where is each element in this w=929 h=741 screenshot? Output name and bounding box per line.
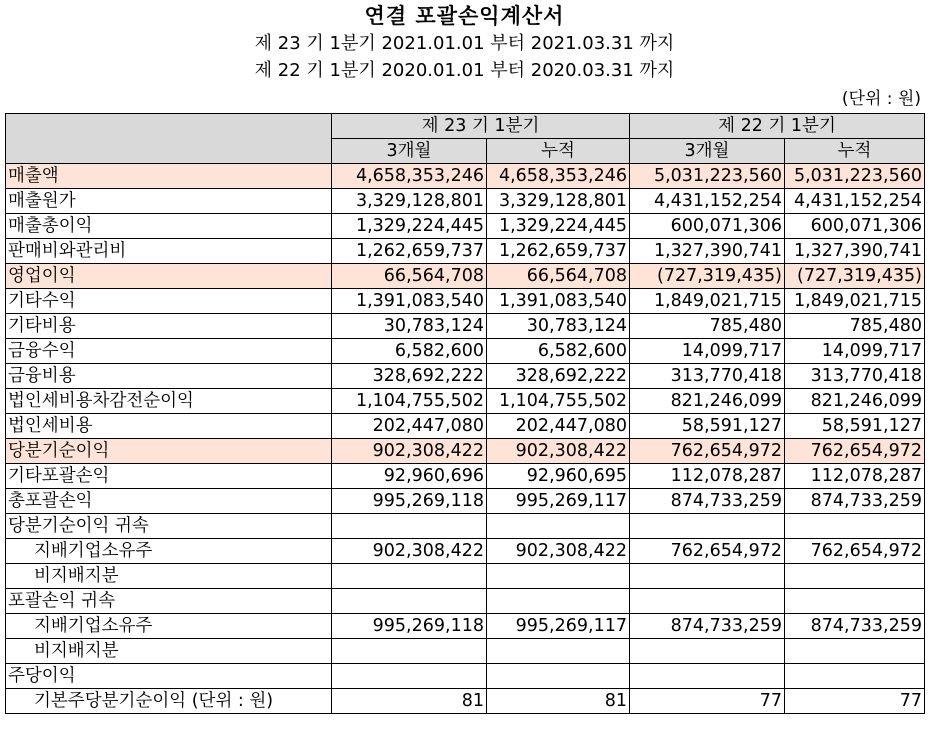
value-cell-prior-3months bbox=[630, 564, 785, 589]
value-cell-current-cumulative: 1,391,083,540 bbox=[487, 289, 630, 314]
row-label: 지배기업소유주 bbox=[6, 614, 332, 639]
value-cell-current-cumulative: 6,582,600 bbox=[487, 339, 630, 364]
value-cell-current-cumulative: 328,692,222 bbox=[487, 364, 630, 389]
table-row bbox=[6, 314, 925, 339]
value-cell-current-3months: 995,269,118 bbox=[332, 489, 487, 514]
value-cell-prior-cumulative bbox=[785, 589, 925, 614]
value-cell-prior-cumulative: 313,770,418 bbox=[785, 364, 925, 389]
row-label: 매출액 bbox=[6, 164, 332, 189]
value-cell-prior-3months: 821,246,099 bbox=[630, 389, 785, 414]
value-cell-prior-3months: 4,431,152,254 bbox=[630, 189, 785, 214]
row-label: 기본주당분기순이익 (단위 : 원) bbox=[6, 689, 332, 714]
value-cell-current-3months: 30,783,124 bbox=[332, 314, 487, 339]
value-cell-current-cumulative: 1,329,224,445 bbox=[487, 214, 630, 239]
value-cell-prior-cumulative: 785,480 bbox=[785, 314, 925, 339]
value-cell-current-cumulative bbox=[487, 664, 630, 689]
sub-header-3months-current: 3개월 bbox=[332, 139, 487, 164]
value-cell-current-cumulative: 30,783,124 bbox=[487, 314, 630, 339]
row-label: 판매비와관리비 bbox=[6, 239, 332, 264]
row-label: 비지배지분 bbox=[6, 639, 332, 664]
row-label: 금융수익 bbox=[6, 339, 332, 364]
value-cell-prior-cumulative bbox=[785, 639, 925, 664]
value-cell-current-3months bbox=[332, 564, 487, 589]
row-label: 비지배지분 bbox=[6, 564, 332, 589]
value-cell-prior-3months: 1,327,390,741 bbox=[630, 239, 785, 264]
row-label: 당분기순이익 bbox=[6, 439, 332, 464]
value-cell-current-3months: 995,269,118 bbox=[332, 614, 487, 639]
value-cell-prior-3months: 58,591,127 bbox=[630, 414, 785, 439]
value-cell-prior-3months: 1,849,021,715 bbox=[630, 289, 785, 314]
value-cell-prior-3months: 785,480 bbox=[630, 314, 785, 339]
value-cell-current-3months: 66,564,708 bbox=[332, 264, 487, 289]
table-row bbox=[6, 164, 925, 189]
value-cell-current-3months: 3,329,128,801 bbox=[332, 189, 487, 214]
value-cell-current-cumulative: 92,960,695 bbox=[487, 464, 630, 489]
value-cell-prior-3months: (727,319,435) bbox=[630, 264, 785, 289]
value-cell-current-cumulative: 3,329,128,801 bbox=[487, 189, 630, 214]
table-row bbox=[6, 639, 925, 664]
table-row bbox=[6, 239, 925, 264]
value-cell-current-cumulative: 902,308,422 bbox=[487, 539, 630, 564]
value-cell-prior-3months: 77 bbox=[630, 689, 785, 714]
value-cell-prior-cumulative bbox=[785, 514, 925, 539]
value-cell-current-cumulative: 202,447,080 bbox=[487, 414, 630, 439]
table-row bbox=[6, 214, 925, 239]
value-cell-prior-cumulative bbox=[785, 664, 925, 689]
value-cell-prior-3months: 600,071,306 bbox=[630, 214, 785, 239]
value-cell-prior-cumulative: 874,733,259 bbox=[785, 614, 925, 639]
row-label: 기타포괄손익 bbox=[6, 464, 332, 489]
value-cell-prior-cumulative: 1,327,390,741 bbox=[785, 239, 925, 264]
value-cell-prior-3months bbox=[630, 664, 785, 689]
value-cell-prior-cumulative: 762,654,972 bbox=[785, 539, 925, 564]
sub-header-cumulative-prior: 누적 bbox=[785, 139, 925, 164]
value-cell-current-3months: 902,308,422 bbox=[332, 439, 487, 464]
value-cell-current-cumulative: 66,564,708 bbox=[487, 264, 630, 289]
value-cell-current-3months: 81 bbox=[332, 689, 487, 714]
value-cell-prior-cumulative: 1,849,021,715 bbox=[785, 289, 925, 314]
table-row bbox=[6, 264, 925, 289]
table-row bbox=[6, 589, 925, 614]
value-cell-prior-3months: 874,733,259 bbox=[630, 614, 785, 639]
value-cell-prior-cumulative: 58,591,127 bbox=[785, 414, 925, 439]
value-cell-prior-3months: 112,078,287 bbox=[630, 464, 785, 489]
value-cell-prior-cumulative: (727,319,435) bbox=[785, 264, 925, 289]
value-cell-prior-cumulative: 14,099,717 bbox=[785, 339, 925, 364]
value-cell-current-3months: 1,329,224,445 bbox=[332, 214, 487, 239]
value-cell-prior-cumulative bbox=[785, 564, 925, 589]
group-header-prior: 제 22 기 1분기 bbox=[630, 114, 925, 139]
value-cell-prior-3months: 313,770,418 bbox=[630, 364, 785, 389]
table-row bbox=[6, 364, 925, 389]
value-cell-prior-3months bbox=[630, 639, 785, 664]
value-cell-prior-cumulative: 5,031,223,560 bbox=[785, 164, 925, 189]
value-cell-prior-3months bbox=[630, 514, 785, 539]
value-cell-prior-cumulative: 77 bbox=[785, 689, 925, 714]
table-row bbox=[6, 464, 925, 489]
value-cell-prior-3months: 5,031,223,560 bbox=[630, 164, 785, 189]
value-cell-current-3months: 92,960,696 bbox=[332, 464, 487, 489]
table-row bbox=[6, 414, 925, 439]
value-cell-current-cumulative: 1,262,659,737 bbox=[487, 239, 630, 264]
row-label: 금융비용 bbox=[6, 364, 332, 389]
row-label: 매출총이익 bbox=[6, 214, 332, 239]
value-cell-prior-3months: 762,654,972 bbox=[630, 439, 785, 464]
value-cell-prior-cumulative: 4,431,152,254 bbox=[785, 189, 925, 214]
value-cell-prior-cumulative: 600,071,306 bbox=[785, 214, 925, 239]
row-label: 영업이익 bbox=[6, 264, 332, 289]
value-cell-current-cumulative: 4,658,353,246 bbox=[487, 164, 630, 189]
value-cell-current-3months bbox=[332, 664, 487, 689]
table-row bbox=[6, 389, 925, 414]
value-cell-prior-cumulative: 112,078,287 bbox=[785, 464, 925, 489]
row-label: 당분기순이익 귀속 bbox=[6, 514, 332, 539]
corner-cell bbox=[6, 114, 332, 164]
sub-header-cumulative-current: 누적 bbox=[487, 139, 630, 164]
row-label: 지배기업소유주 bbox=[6, 539, 332, 564]
table-row bbox=[6, 614, 925, 639]
value-cell-current-3months: 902,308,422 bbox=[332, 539, 487, 564]
statement-title: 연결 포괄손익계산서 bbox=[364, 4, 565, 28]
value-cell-current-3months: 1,262,659,737 bbox=[332, 239, 487, 264]
value-cell-prior-3months bbox=[630, 589, 785, 614]
table-row bbox=[6, 539, 925, 564]
table-row bbox=[6, 514, 925, 539]
value-cell-current-3months bbox=[332, 514, 487, 539]
value-cell-current-cumulative: 81 bbox=[487, 689, 630, 714]
value-cell-prior-cumulative: 762,654,972 bbox=[785, 439, 925, 464]
row-label: 매출원가 bbox=[6, 189, 332, 214]
sub-header-3months-prior: 3개월 bbox=[630, 139, 785, 164]
value-cell-current-3months: 6,582,600 bbox=[332, 339, 487, 364]
table-row bbox=[6, 189, 925, 214]
table-row bbox=[6, 289, 925, 314]
group-header-row bbox=[6, 114, 925, 139]
table-row bbox=[6, 339, 925, 364]
value-cell-prior-3months: 14,099,717 bbox=[630, 339, 785, 364]
table-row bbox=[6, 489, 925, 514]
row-label: 기타비용 bbox=[6, 314, 332, 339]
unit-label: (단위 : 원) bbox=[841, 89, 921, 109]
table-row bbox=[6, 664, 925, 689]
value-cell-current-cumulative: 1,104,755,502 bbox=[487, 389, 630, 414]
row-label: 법인세비용차감전순이익 bbox=[6, 389, 332, 414]
period-prior: 제 22 기 1분기 2020.01.01 부터 2020.03.31 까지 bbox=[254, 60, 675, 81]
value-cell-current-cumulative: 995,269,117 bbox=[487, 489, 630, 514]
period-current: 제 23 기 1분기 2021.01.01 부터 2021.03.31 까지 bbox=[254, 33, 675, 54]
value-cell-current-3months: 1,104,755,502 bbox=[332, 389, 487, 414]
row-label: 기타수익 bbox=[6, 289, 332, 314]
table-row bbox=[6, 564, 925, 589]
value-cell-current-cumulative: 995,269,117 bbox=[487, 614, 630, 639]
row-label: 주당이익 bbox=[6, 664, 332, 689]
value-cell-prior-cumulative: 821,246,099 bbox=[785, 389, 925, 414]
row-label: 법인세비용 bbox=[6, 414, 332, 439]
value-cell-current-3months: 328,692,222 bbox=[332, 364, 487, 389]
value-cell-current-3months: 202,447,080 bbox=[332, 414, 487, 439]
value-cell-prior-cumulative: 874,733,259 bbox=[785, 489, 925, 514]
value-cell-current-cumulative bbox=[487, 564, 630, 589]
group-header-current: 제 23 기 1분기 bbox=[332, 114, 630, 139]
income-statement-table bbox=[5, 113, 925, 714]
value-cell-current-cumulative bbox=[487, 514, 630, 539]
value-cell-current-cumulative bbox=[487, 639, 630, 664]
value-cell-current-cumulative: 902,308,422 bbox=[487, 439, 630, 464]
value-cell-current-3months: 4,658,353,246 bbox=[332, 164, 487, 189]
table-row bbox=[6, 439, 925, 464]
row-label: 포괄손익 귀속 bbox=[6, 589, 332, 614]
value-cell-prior-3months: 874,733,259 bbox=[630, 489, 785, 514]
value-cell-current-3months: 1,391,083,540 bbox=[332, 289, 487, 314]
value-cell-current-3months bbox=[332, 589, 487, 614]
value-cell-prior-3months: 762,654,972 bbox=[630, 539, 785, 564]
table-row bbox=[6, 689, 925, 714]
value-cell-current-cumulative bbox=[487, 589, 630, 614]
row-label: 총포괄손익 bbox=[6, 489, 332, 514]
value-cell-current-3months bbox=[332, 639, 487, 664]
